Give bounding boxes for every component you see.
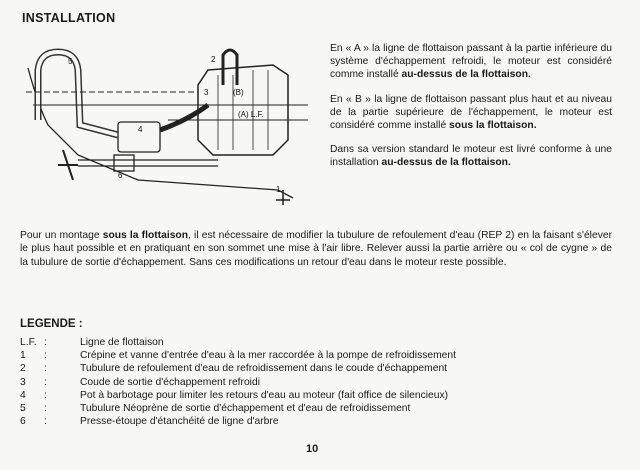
legend-item: 4 : Pot à barbotage pour limiter les retours d'eau au moteur (fait office de silencieux) xyxy=(20,389,449,401)
page-title: INSTALLATION xyxy=(22,11,116,25)
legend-item: L.F. : Ligne de flottaison xyxy=(20,337,164,348)
label-6: 6 xyxy=(118,171,123,180)
installation-diagram xyxy=(18,30,318,215)
installation-explanation xyxy=(330,42,612,181)
paragraph-standard: Dans sa version standard le moteur est livré conforme à une installation au-dessus de la flottaison. xyxy=(330,144,612,169)
label-5: 5 xyxy=(68,57,73,66)
legend-item: 2 : Tubulure de refoulement d'eau de refroidissement dans le coude d'échappement xyxy=(20,363,448,375)
label-1: 1 xyxy=(276,185,281,194)
label-a-lf: (A) L.F. xyxy=(238,110,264,119)
paragraph-b: En « B » la ligne de flottaison passant plus haut et au niveau de la partie supérieure de l'échappement, le moteur est considéré comme installé sous la flottaison. xyxy=(330,93,612,132)
mounting-instructions: Pour un montage sous la flottaison, il est nécessaire de modifier la tubulure de refoulement d'eau (REP 2) en la faisant s'élever le plus haut possible et en pratiquant en son sommet une mise à l'air libre. Relever aussi la partie arrière ou « col de cygne » de la tubulure de sortie d'échappement. Sans ces modifications un retour d'eau dans le moteur reste possible. xyxy=(20,230,612,268)
legend-title: LEGENDE : xyxy=(20,318,83,330)
legend-list xyxy=(20,336,456,428)
label-2: 2 xyxy=(211,55,216,64)
legend-item: 3 : Coude de sortie d'échappement refroidi xyxy=(20,376,260,388)
legend-item: 1 : Crépine et vanne d'entrée d'eau à la mer raccordée à la pompe de refroidissement xyxy=(20,350,456,362)
label-3: 3 xyxy=(204,88,209,97)
page-number: 10 xyxy=(306,443,319,455)
legend-item: 5 : Tubulure Néoprène de sortie d'échappement et d'eau de refroidissement xyxy=(20,403,411,415)
label-b: (B) xyxy=(233,88,244,97)
paragraph-a: En « A » la ligne de flottaison passant à la partie inférieure du système d'échappement refroidi, le moteur est considéré comme installé au-dessus de la flottaison. xyxy=(330,43,612,81)
legend-item: 6 : Presse-étoupe d'étanchéité de ligne d'arbre xyxy=(20,416,279,428)
label-4: 4 xyxy=(138,125,143,134)
